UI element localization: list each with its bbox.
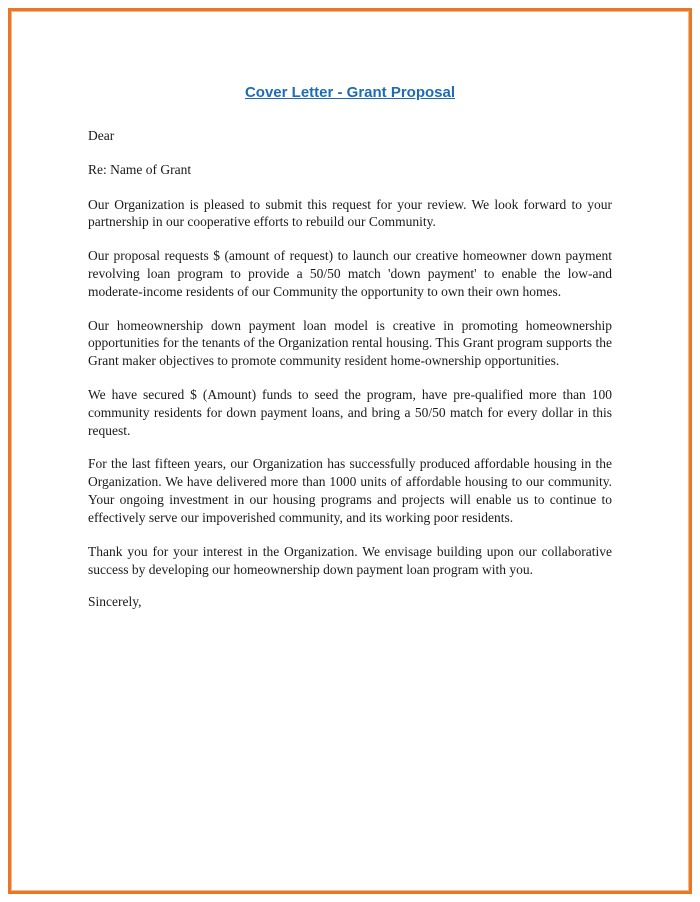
document-title: Cover Letter - Grant Proposal — [244, 84, 456, 101]
paragraph-intro: Our Organization is pleased to submit this request for your review. We look forward to your partnership in our cooperative efforts to rebuild our Community. — [88, 196, 612, 230]
paragraph-track-record: For the last fifteen years, our Organization has successfully produced affordable housing in the Organization. We have delivered more than 1000 units of affordable housing to our community. Your ongoing investment in our housing programs and projects will enable us to continue to effectively serve our impoverished community, and its working poor residents. — [88, 456, 612, 525]
letter-content — [88, 84, 612, 610]
paragraph-loan-model: Our homeownership down payment loan model is creative in promoting homeownership opportunities for the tenants of the Organization rental housing. This Grant program supports the Grant maker objectives to promote community resident home-ownership opportunities. — [88, 317, 612, 369]
paragraph-proposal-request: Our proposal requests $ (amount of request) to launch our creative homeowner down payment revolving loan program to provide a 50/50 match 'down payment' to enable the low-and moderate-income residents of our Community the opportunity to own their own homes. — [88, 248, 612, 299]
re-line: Re: Name of Grant — [88, 162, 192, 178]
paragraph-thank-you: Thank you for your interest in the Organization. We envisage building upon our collaborative success by developing our homeownership down payment loan program with you. — [88, 543, 612, 577]
closing-line: Sincerely, — [88, 594, 142, 610]
salutation-line: Dear — [88, 128, 115, 143]
paragraph-secured-funds: We have secured $ (Amount) funds to seed the program, have pre-qualified more than 100 community residents for down payment loans, and bring a 50/50 match for every dollar in this request. — [88, 387, 612, 438]
